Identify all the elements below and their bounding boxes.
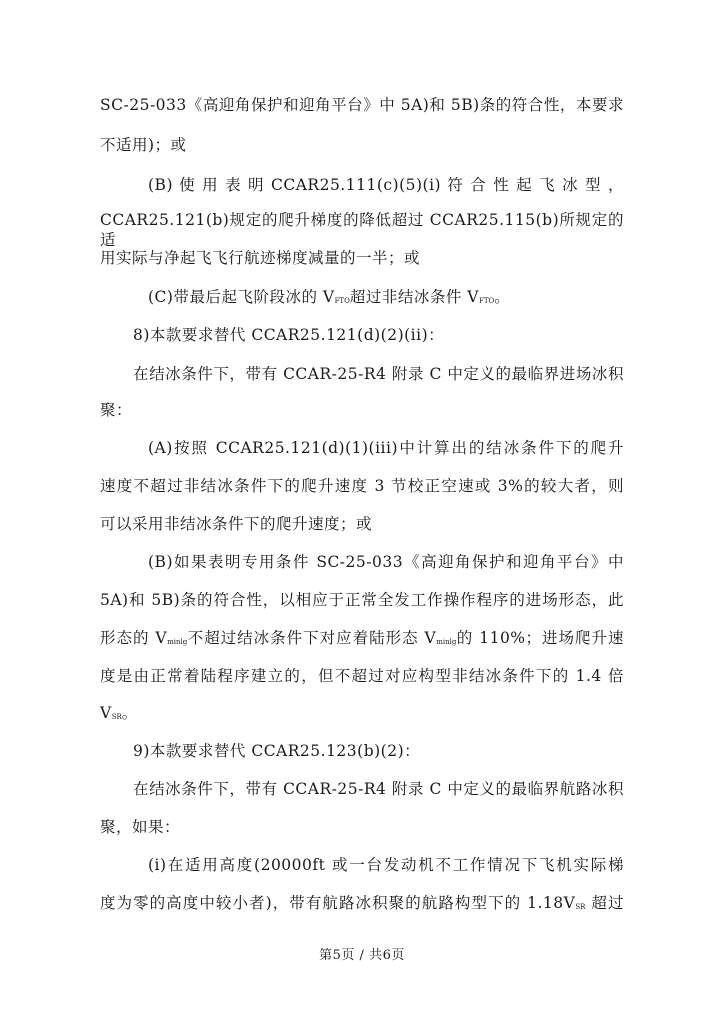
text-line: 聚，如果：	[100, 818, 181, 836]
subscript: FTO	[334, 297, 350, 305]
text-line	[100, 628, 624, 652]
subscript: minlg	[436, 638, 457, 646]
page-footer: 第5页 / 共6页	[319, 948, 405, 963]
subscript: SR	[575, 903, 586, 911]
text-line: 速度不超过非结冰条件下的爬升速度 3 节校正空速或 3%的较大者，则	[100, 477, 624, 495]
text-line: 聚：	[100, 401, 133, 419]
text-run: 不超过结冰条件下对应着陆形态 V	[187, 629, 437, 647]
text-line	[100, 893, 624, 917]
text-line: (A)按照 CCAR25.121(d)(1)(iii)中计算出的结冰条件下的爬升	[148, 439, 624, 457]
text-run: V	[100, 704, 112, 722]
text-line: SC-25-033《高迎角保护和迎角平台》中 5A)和 5B)条的符合性，本要求	[100, 96, 624, 114]
subscript: SR	[111, 713, 122, 721]
text-line: (B) 使 用 表 明 CCAR25.111(c)(5)(i) 符 合 性 起 飞 冰 型 ，	[148, 176, 624, 194]
text-line: 度是由正常着陆程序建立的，但不超过对应构型非结冰条件下的 1.4 倍	[100, 667, 624, 685]
text-line	[148, 287, 510, 311]
text-line: 在结冰条件下，带有 CCAR-25-R4 附录 C 中定义的最临界航路冰积	[133, 780, 624, 798]
text-line: (B)如果表明专用条件 SC-25-033《高迎角保护和迎角平台》中	[148, 553, 624, 571]
text-line: 5A)和 5B)条的符合性，以相应于正常全发工作操作程序的进场形态，此	[100, 591, 624, 609]
text-line: 用实际与净起飞飞行航迹梯度减量的一半；或	[100, 249, 421, 267]
text-line: 可以采用非结冰条件下的爬升速度；或	[100, 515, 373, 533]
subscript: minlg	[167, 638, 188, 646]
text-run: 。	[494, 288, 511, 306]
text-run: 的 110%；进场爬升速	[456, 629, 624, 647]
text-line: 在结冰条件下，带有 CCAR-25-R4 附录 C 中定义的最临界进场冰积	[133, 365, 624, 383]
text-run: (C)带最后起飞阶段冰的 V	[148, 288, 335, 306]
text-line: 不适用)；或	[100, 136, 187, 154]
text-line: 9)本款要求替代 CCAR25.123(b)(2)：	[133, 742, 421, 760]
text-line: CCAR25.121(b)规定的爬升梯度的降低超过 CCAR25.115(b)所规定的适	[100, 211, 624, 249]
text-run: 度为零的高度中较小者)，带有航路冰积聚的航路构型下的 1.18V	[100, 894, 576, 912]
text-line	[100, 703, 138, 727]
text-run: 形态的 V	[100, 629, 168, 647]
text-run: 。	[121, 704, 138, 722]
text-line: 8)本款要求替代 CCAR25.121(d)(2)(ii)：	[133, 326, 445, 344]
text-run: 超过	[585, 894, 624, 912]
text-run: 超过非结冰条件 V	[349, 288, 479, 306]
text-line: (i)在适用高度(20000ft 或一台发动机不工作情况下飞机实际梯	[148, 856, 624, 874]
subscript: FTO	[478, 297, 495, 305]
